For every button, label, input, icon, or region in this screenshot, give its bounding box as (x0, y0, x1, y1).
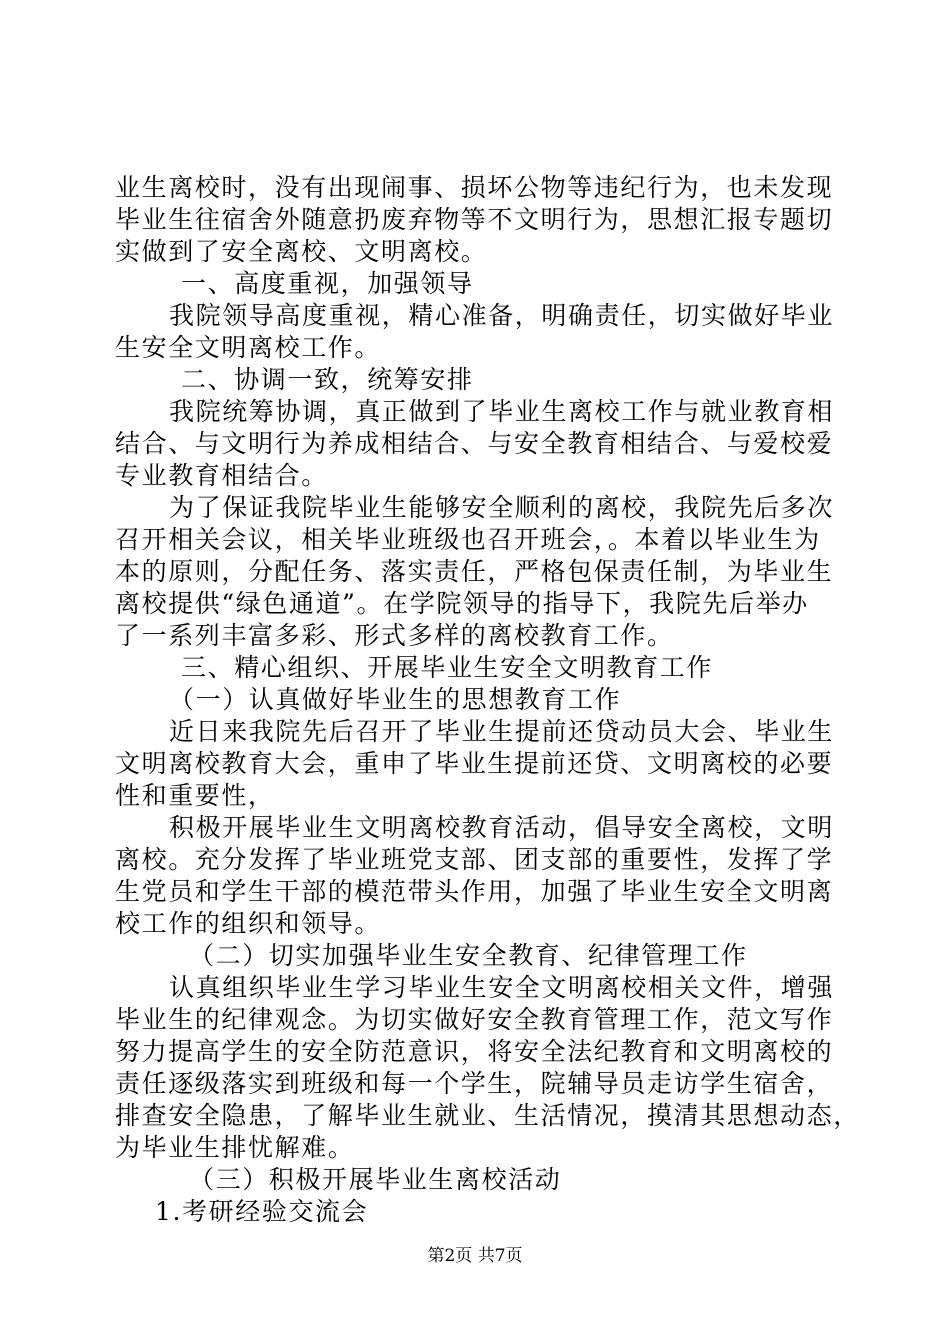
text-line: （一）认真做好毕业生的思想教育工作 (169, 685, 622, 714)
text-line: 性和重要性， (115, 781, 275, 810)
text-line: 认真组织毕业生学习毕业生安全文明离校相关文件，增强 (169, 973, 835, 1002)
text-line: 了一系列丰富多彩、形式多样的离校教育工作。 (115, 621, 674, 650)
text-line: 近日来我院先后召开了毕业生提前还贷动员大会、毕业生 (169, 717, 835, 746)
text-line: 为毕业生排忧解难。 (115, 1133, 355, 1162)
text-line: 毕业生往宿舍外随意扔废弃物等不文明行为，思想汇报专题切 (115, 205, 834, 234)
text-line: 结合、与文明行为养成相结合、与安全教育相结合、与爱校爱 (115, 429, 834, 458)
text-line: 努力提高学生的安全防范意识，将安全法纪教育和文明离校的 (115, 1037, 834, 1066)
text-line: 专业教育相结合。 (115, 461, 328, 490)
text-line: 责任逐级落实到班级和每一个学生，院辅导员走访学生宿舍， (115, 1069, 834, 1098)
text-line: 实做到了安全离校、文明离校。 (115, 237, 488, 266)
text-line: 二、协调一致，统筹安排 (181, 365, 474, 394)
text-line: 一、高度重视，加强领导 (181, 269, 474, 298)
text-line: 本的原则，分配任务、落实责任，严格包保责任制，为毕业生 (115, 557, 834, 586)
text-line: 校工作的组织和领导。 (115, 909, 382, 938)
text-line: 文明离校教育大会，重申了毕业生提前还贷、文明离校的必要 (115, 749, 834, 778)
page-footer: 第2页 共7页 (427, 1246, 523, 1266)
text-line: 我院领导高度重视，精心准备，明确责任，切实做好毕业 (169, 301, 835, 330)
text-line: 召开相关会议，相关毕业班级也召开班会，。本着以毕业生为 (115, 525, 821, 554)
text-line: 排查安全隐患，了解毕业生就业、生活情况，摸清其思想动态， (115, 1101, 860, 1130)
text-line: 毕业生的纪律观念。为切实做好安全教育管理工作，范文写作 (115, 1005, 834, 1034)
text-line: 1.考研经验交流会 (155, 1197, 369, 1226)
text-line: 生党员和学生干部的模范带头作用，加强了毕业生安全文明离 (115, 877, 834, 906)
document-body (115, 172, 860, 1228)
text-line: 离校提供“绿色通道”。在学院领导的指导下，我院先后举办 (115, 589, 809, 618)
text-line: 我院统筹协调，真正做到了毕业生离校工作与就业教育相 (169, 397, 835, 426)
text-line: 业生离校时，没有出现闹事、损坏公物等违纪行为，也未发现 (115, 173, 834, 202)
text-line: 为了保证我院毕业生能够安全顺利的离校，我院先后多次 (169, 493, 835, 522)
text-line: （二）切实加强毕业生安全教育、纪律管理工作 (189, 941, 748, 970)
text-line: 离校。充分发挥了毕业班党支部、团支部的重要性，发挥了学 (115, 845, 834, 874)
text-line: 三、精心组织、开展毕业生安全文明教育工作 (181, 653, 714, 682)
text-line: 生安全文明离校工作。 (115, 333, 382, 362)
text-line: 积极开展毕业生文明离校教育活动，倡导安全离校，文明 (169, 813, 835, 842)
text-line: （三）积极开展毕业生离校活动 (189, 1165, 562, 1194)
